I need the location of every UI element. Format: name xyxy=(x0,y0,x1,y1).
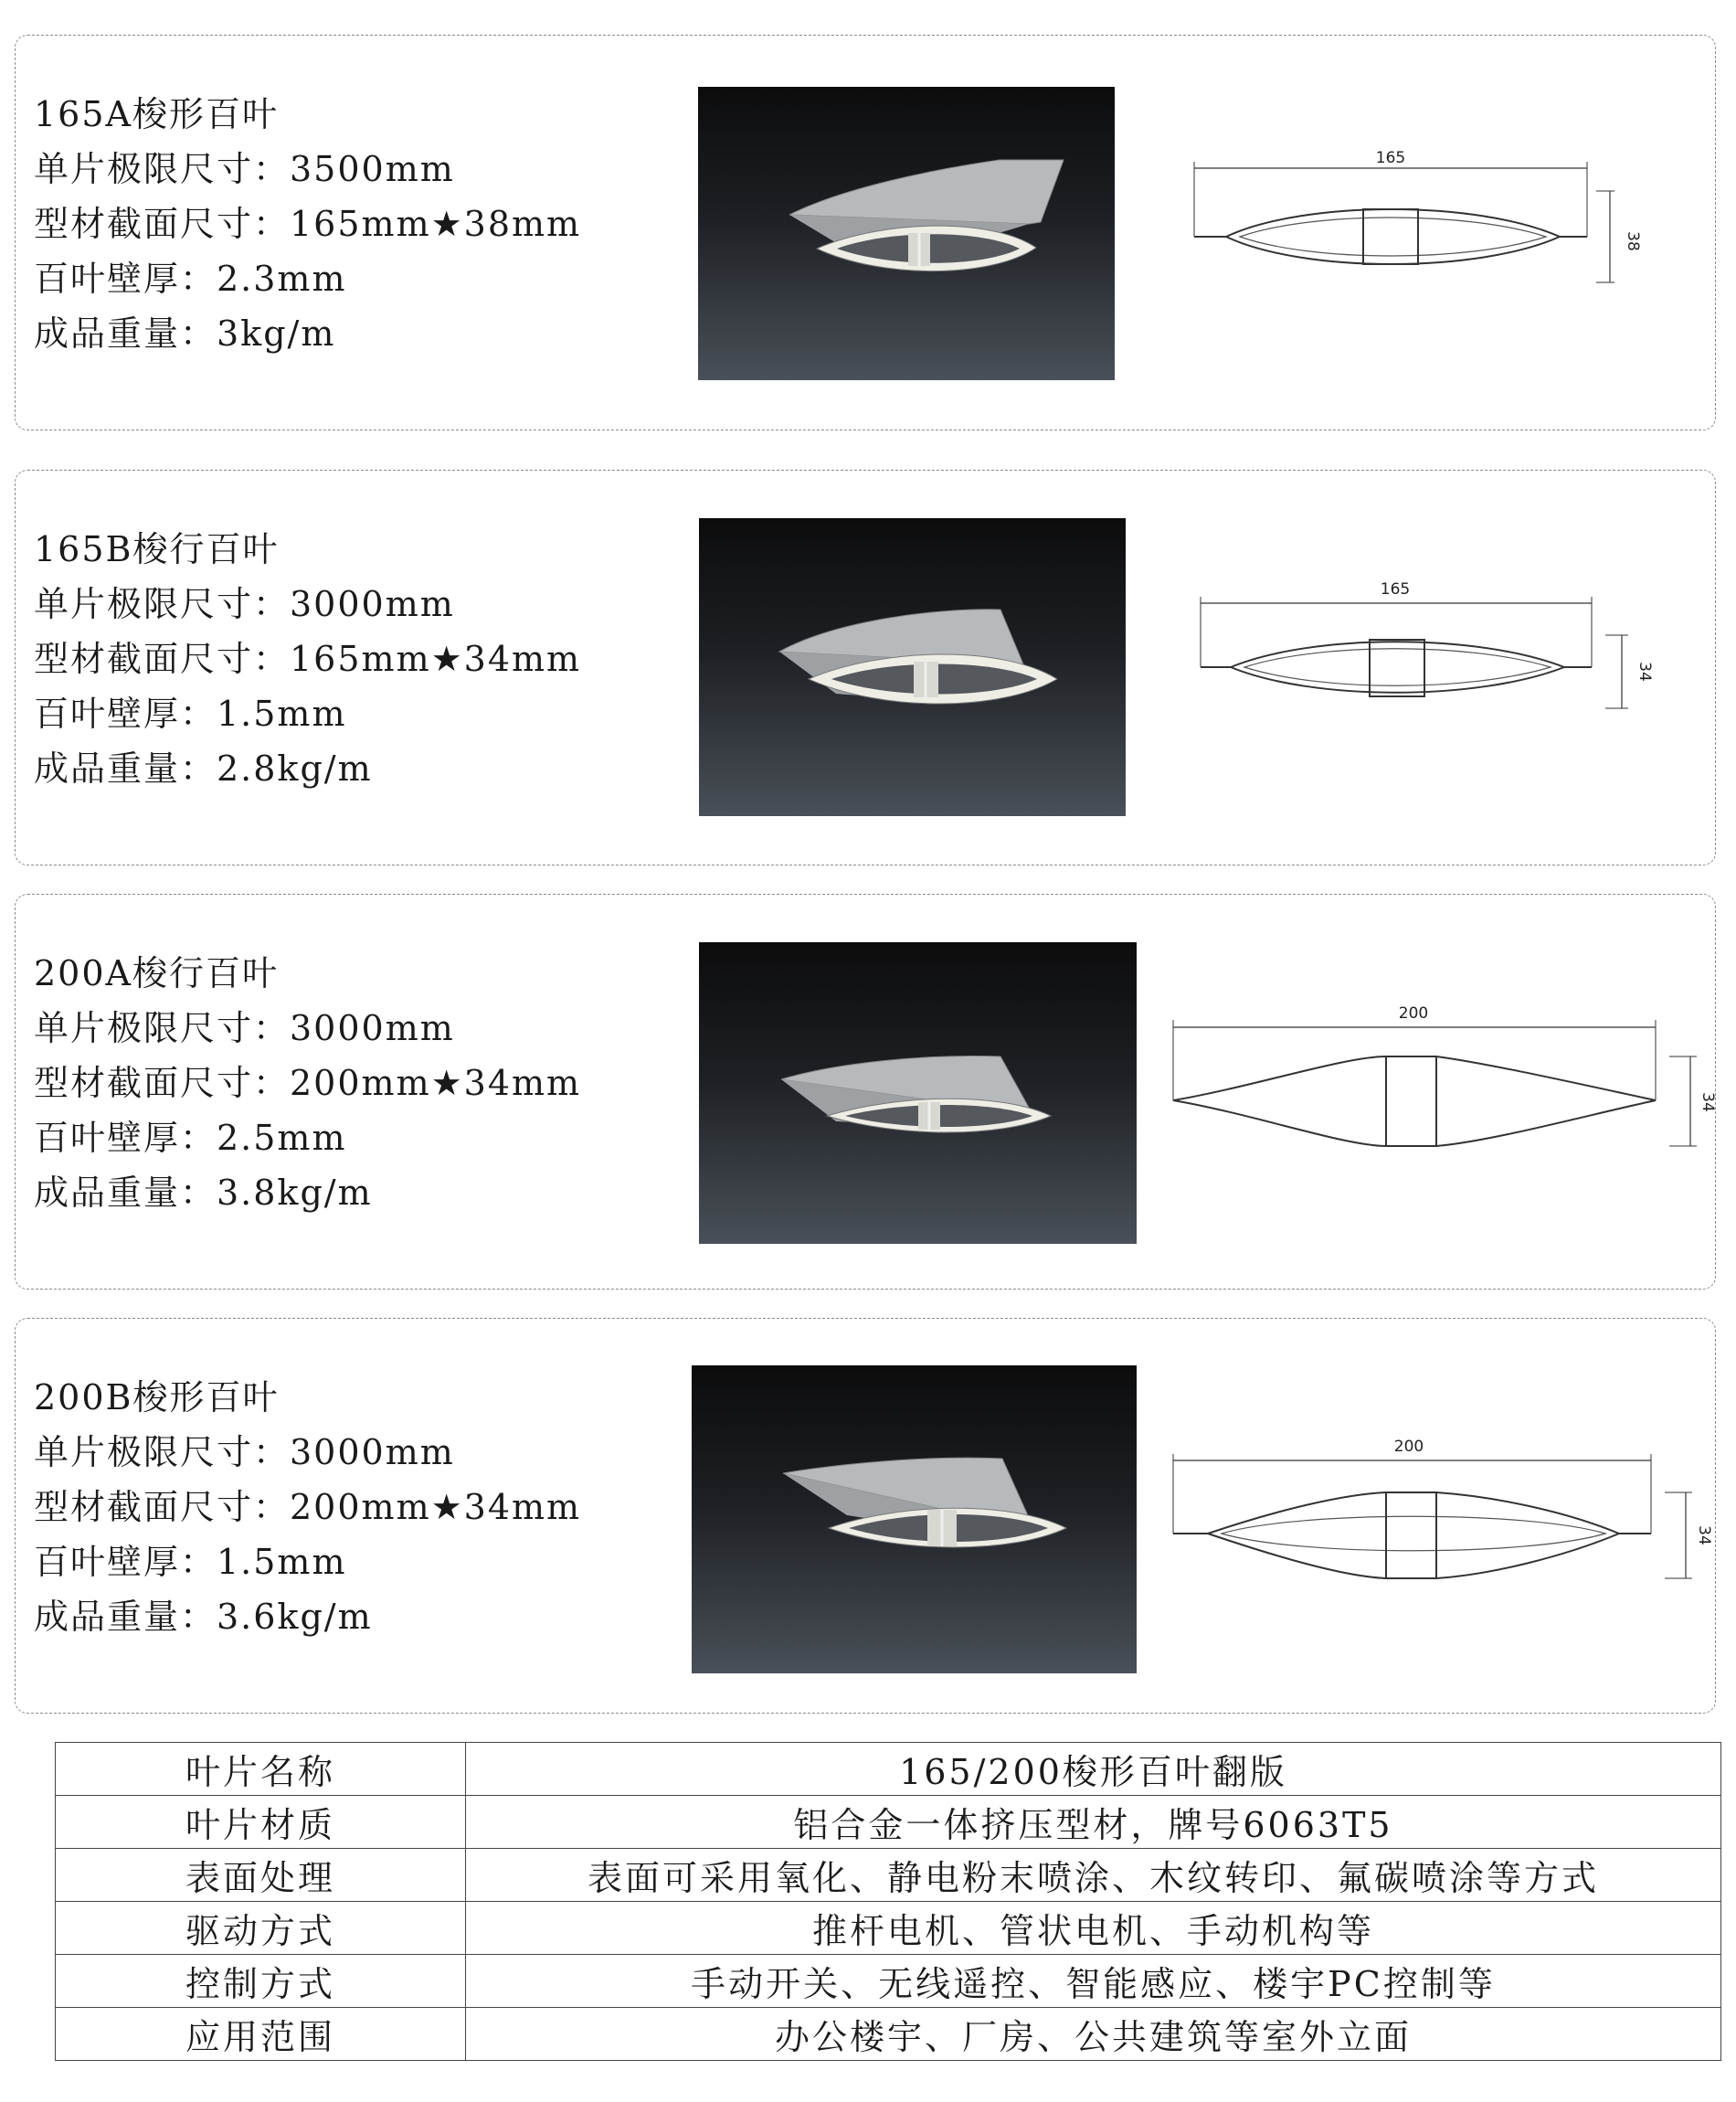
table-row xyxy=(56,1902,1721,1955)
spec-wall-thickness: 百叶壁厚：2.5mm xyxy=(34,1118,347,1158)
spec-weight: 成品重量：3kg/m xyxy=(34,313,336,354)
spec-limit-size: 单片极限尺寸：3000mm xyxy=(34,1432,455,1472)
spec-limit-size: 单片极限尺寸：3000mm xyxy=(34,584,455,624)
spec-table xyxy=(55,1742,1721,2061)
dim-width-label: 165 xyxy=(1380,580,1411,599)
row-key: 应用范围 xyxy=(56,2008,466,2061)
spec-section-size: 型材截面尺寸：165mm★38mm xyxy=(34,204,582,244)
row-value: 手动开关、无线遥控、智能感应、楼宇PC控制等 xyxy=(466,1955,1721,2008)
row-value: 表面可采用氧化、静电粉末喷涂、木纹转印、氟碳喷涂等方式 xyxy=(466,1849,1721,1902)
product-specs xyxy=(34,522,581,796)
product-render-image xyxy=(698,87,1115,380)
product-specs xyxy=(34,1370,581,1644)
spec-wall-thickness: 百叶壁厚：1.5mm xyxy=(34,1542,347,1582)
section-drawing xyxy=(1176,149,1688,346)
dim-height-label: 34 xyxy=(1699,1092,1717,1112)
section-drawing xyxy=(1162,1438,1713,1620)
product-specs xyxy=(34,946,581,1220)
spec-weight: 成品重量：3.8kg/m xyxy=(34,1173,373,1213)
product-specs xyxy=(34,87,581,361)
row-key: 叶片材质 xyxy=(56,1796,466,1849)
product-name: 200A梭行百叶 xyxy=(34,953,279,993)
spec-wall-thickness: 百叶壁厚：2.3mm xyxy=(34,259,347,299)
row-value: 推杆电机、管状电机、手动机构等 xyxy=(466,1902,1721,1955)
section-drawing xyxy=(1162,1000,1717,1192)
dim-height-label: 38 xyxy=(1624,231,1642,251)
table-row xyxy=(56,1849,1721,1902)
table-row xyxy=(56,1743,1721,1796)
row-value: 办公楼宇、厂房、公共建筑等室外立面 xyxy=(466,2008,1721,2061)
product-render-image xyxy=(692,1365,1137,1673)
section-drawing xyxy=(1176,580,1688,763)
spec-weight: 成品重量：3.6kg/m xyxy=(34,1597,373,1637)
row-key: 驱动方式 xyxy=(56,1902,466,1955)
dim-width-label: 200 xyxy=(1398,1004,1429,1023)
spec-section-size: 型材截面尺寸：165mm★34mm xyxy=(34,639,582,679)
row-key: 控制方式 xyxy=(56,1955,466,2008)
spec-section-size: 型材截面尺寸：200mm★34mm xyxy=(34,1063,582,1103)
product-render-image xyxy=(699,518,1126,816)
product-card-165a xyxy=(15,35,1716,430)
row-key: 表面处理 xyxy=(56,1849,466,1902)
spec-weight: 成品重量：2.8kg/m xyxy=(34,748,373,789)
spec-wall-thickness: 百叶壁厚：1.5mm xyxy=(34,694,347,734)
product-name: 165B梭行百叶 xyxy=(34,529,280,569)
dim-height-label: 34 xyxy=(1635,662,1654,682)
spec-limit-size: 单片极限尺寸：3000mm xyxy=(34,1008,455,1048)
dim-width-label: 200 xyxy=(1393,1438,1424,1456)
product-name: 200B梭形百叶 xyxy=(34,1377,280,1417)
spec-section-size: 型材截面尺寸：200mm★34mm xyxy=(34,1487,582,1527)
table-row xyxy=(56,1955,1721,2008)
row-key: 叶片名称 xyxy=(56,1743,466,1796)
product-render-image xyxy=(699,942,1137,1244)
dim-height-label: 34 xyxy=(1695,1525,1713,1545)
product-card-200a xyxy=(15,894,1716,1290)
table-row xyxy=(56,2008,1721,2061)
row-value: 铝合金一体挤压型材，牌号6063T5 xyxy=(466,1796,1721,1849)
product-name: 165A梭形百叶 xyxy=(34,94,279,134)
product-card-200b xyxy=(15,1318,1716,1714)
product-card-165b xyxy=(15,470,1716,865)
row-value: 165/200梭形百叶翻版 xyxy=(466,1743,1721,1796)
dim-width-label: 165 xyxy=(1375,149,1406,167)
spec-limit-size: 单片极限尺寸：3500mm xyxy=(34,149,455,189)
table-row xyxy=(56,1796,1721,1849)
